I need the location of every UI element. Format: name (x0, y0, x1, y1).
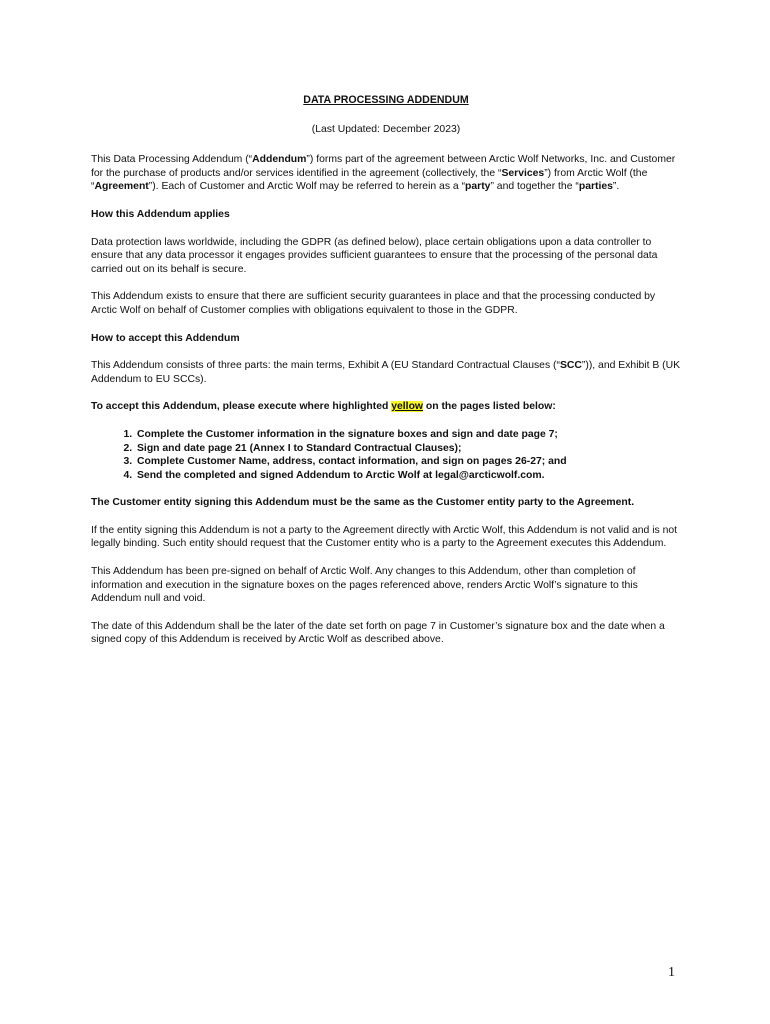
paragraph-applies-1: Data protection laws worldwide, including the GDPR (as defined below), place certain obligations upon a data controller to ensure that any data processor it engages provides sufficient guarantees to ensure that the processing of the personal data carried out on its behalf is secure. (91, 236, 658, 275)
list-item: 4. Send the completed and signed Addendum to Arctic Wolf at legal@arcticwolf.com. (135, 469, 681, 483)
last-updated: (Last Updated: December 2023) (311, 123, 461, 135)
term-agreement: Agreement (94, 181, 149, 193)
yellow-highlight: yellow (391, 401, 423, 413)
intro-text-5: ” and together the “ (490, 181, 579, 193)
document-title: DATA PROCESSING ADDENDUM (303, 94, 469, 106)
intro-text-1: This Data Processing Addendum (“ (91, 154, 253, 166)
list-item: 2. Sign and date page 21 (Annex I to Standard Contractual Clauses); (135, 442, 681, 456)
instruction-text-1: To accept this Addendum, please execute where highlighted (91, 401, 392, 413)
term-scc: SCC (559, 360, 582, 372)
intro-text-4: ”). Each of Customer and Arctic Wolf may be referred to herein as a “ (148, 181, 466, 193)
acceptance-steps-list (91, 428, 681, 482)
paragraph-entity: If the entity signing this Addendum is not a party to the Agreement directly with Arctic Wolf, this Addendum is not valid and is not legally binding. Such entity should request that the Customer entity who is a party to the Agreement executes this Addendum. (91, 524, 678, 550)
intro-paragraph (91, 153, 681, 194)
entity-requirement: The Customer entity signing this Addendum must be the same as the Customer entity party to the Agreement. (91, 497, 635, 509)
parts-text-2: ”)), and Exhibit B (UK Addendum to EU SCCs). (91, 360, 681, 385)
term-parties: parties (578, 181, 613, 193)
page-number: 1 (668, 965, 675, 980)
heading-how-applies: How this Addendum applies (91, 208, 230, 220)
term-addendum: Addendum (252, 154, 307, 166)
intro-text-3: ”) from Arctic Wolf (the “ (91, 167, 648, 193)
parts-paragraph (91, 359, 681, 386)
heading-how-accept: How to accept this Addendum (91, 332, 240, 344)
term-services: Services (501, 167, 545, 179)
list-item: 1. Complete the Customer information in the signature boxes and sign and date page 7; (135, 428, 681, 442)
intro-text-6: ”. (612, 181, 620, 193)
instruction-text-2: on the pages listed below: (423, 401, 556, 413)
paragraph-presigned: This Addendum has been pre-signed on behalf of Arctic Wolf. Any changes to this Addendum, other than completion of information and execution in the signature boxes on the pages referenced above, renders Arctic Wolf’s signature to this Addendum null and void. (91, 566, 638, 605)
document-body (91, 94, 681, 661)
parts-text-1: This Addendum consists of three parts: the main terms, Exhibit A (EU Standard Contractual Clauses (“ (91, 360, 560, 372)
paragraph-date: The date of this Addendum shall be the later of the date set forth on page 7 in Customer’s signature box and the date when a signed copy of this Addendum is received by Arctic Wolf as described above. (91, 620, 665, 646)
accept-instruction (91, 400, 681, 414)
list-item: 3. Complete Customer Name, address, contact information, and sign on pages 26-27; and (135, 455, 681, 469)
intro-text-2: ”) forms part of the agreement between Arctic Wolf Networks, Inc. and Customer for the purchase of products and/or services identified in the agreement (collectively, the “ (91, 154, 676, 179)
paragraph-applies-2: This Addendum exists to ensure that there are sufficient security guarantees in place and that the processing conducted by Arctic Wolf on behalf of Customer complies with obligations equivalent to those in the GDPR. (91, 291, 656, 316)
term-party: party (465, 181, 491, 193)
